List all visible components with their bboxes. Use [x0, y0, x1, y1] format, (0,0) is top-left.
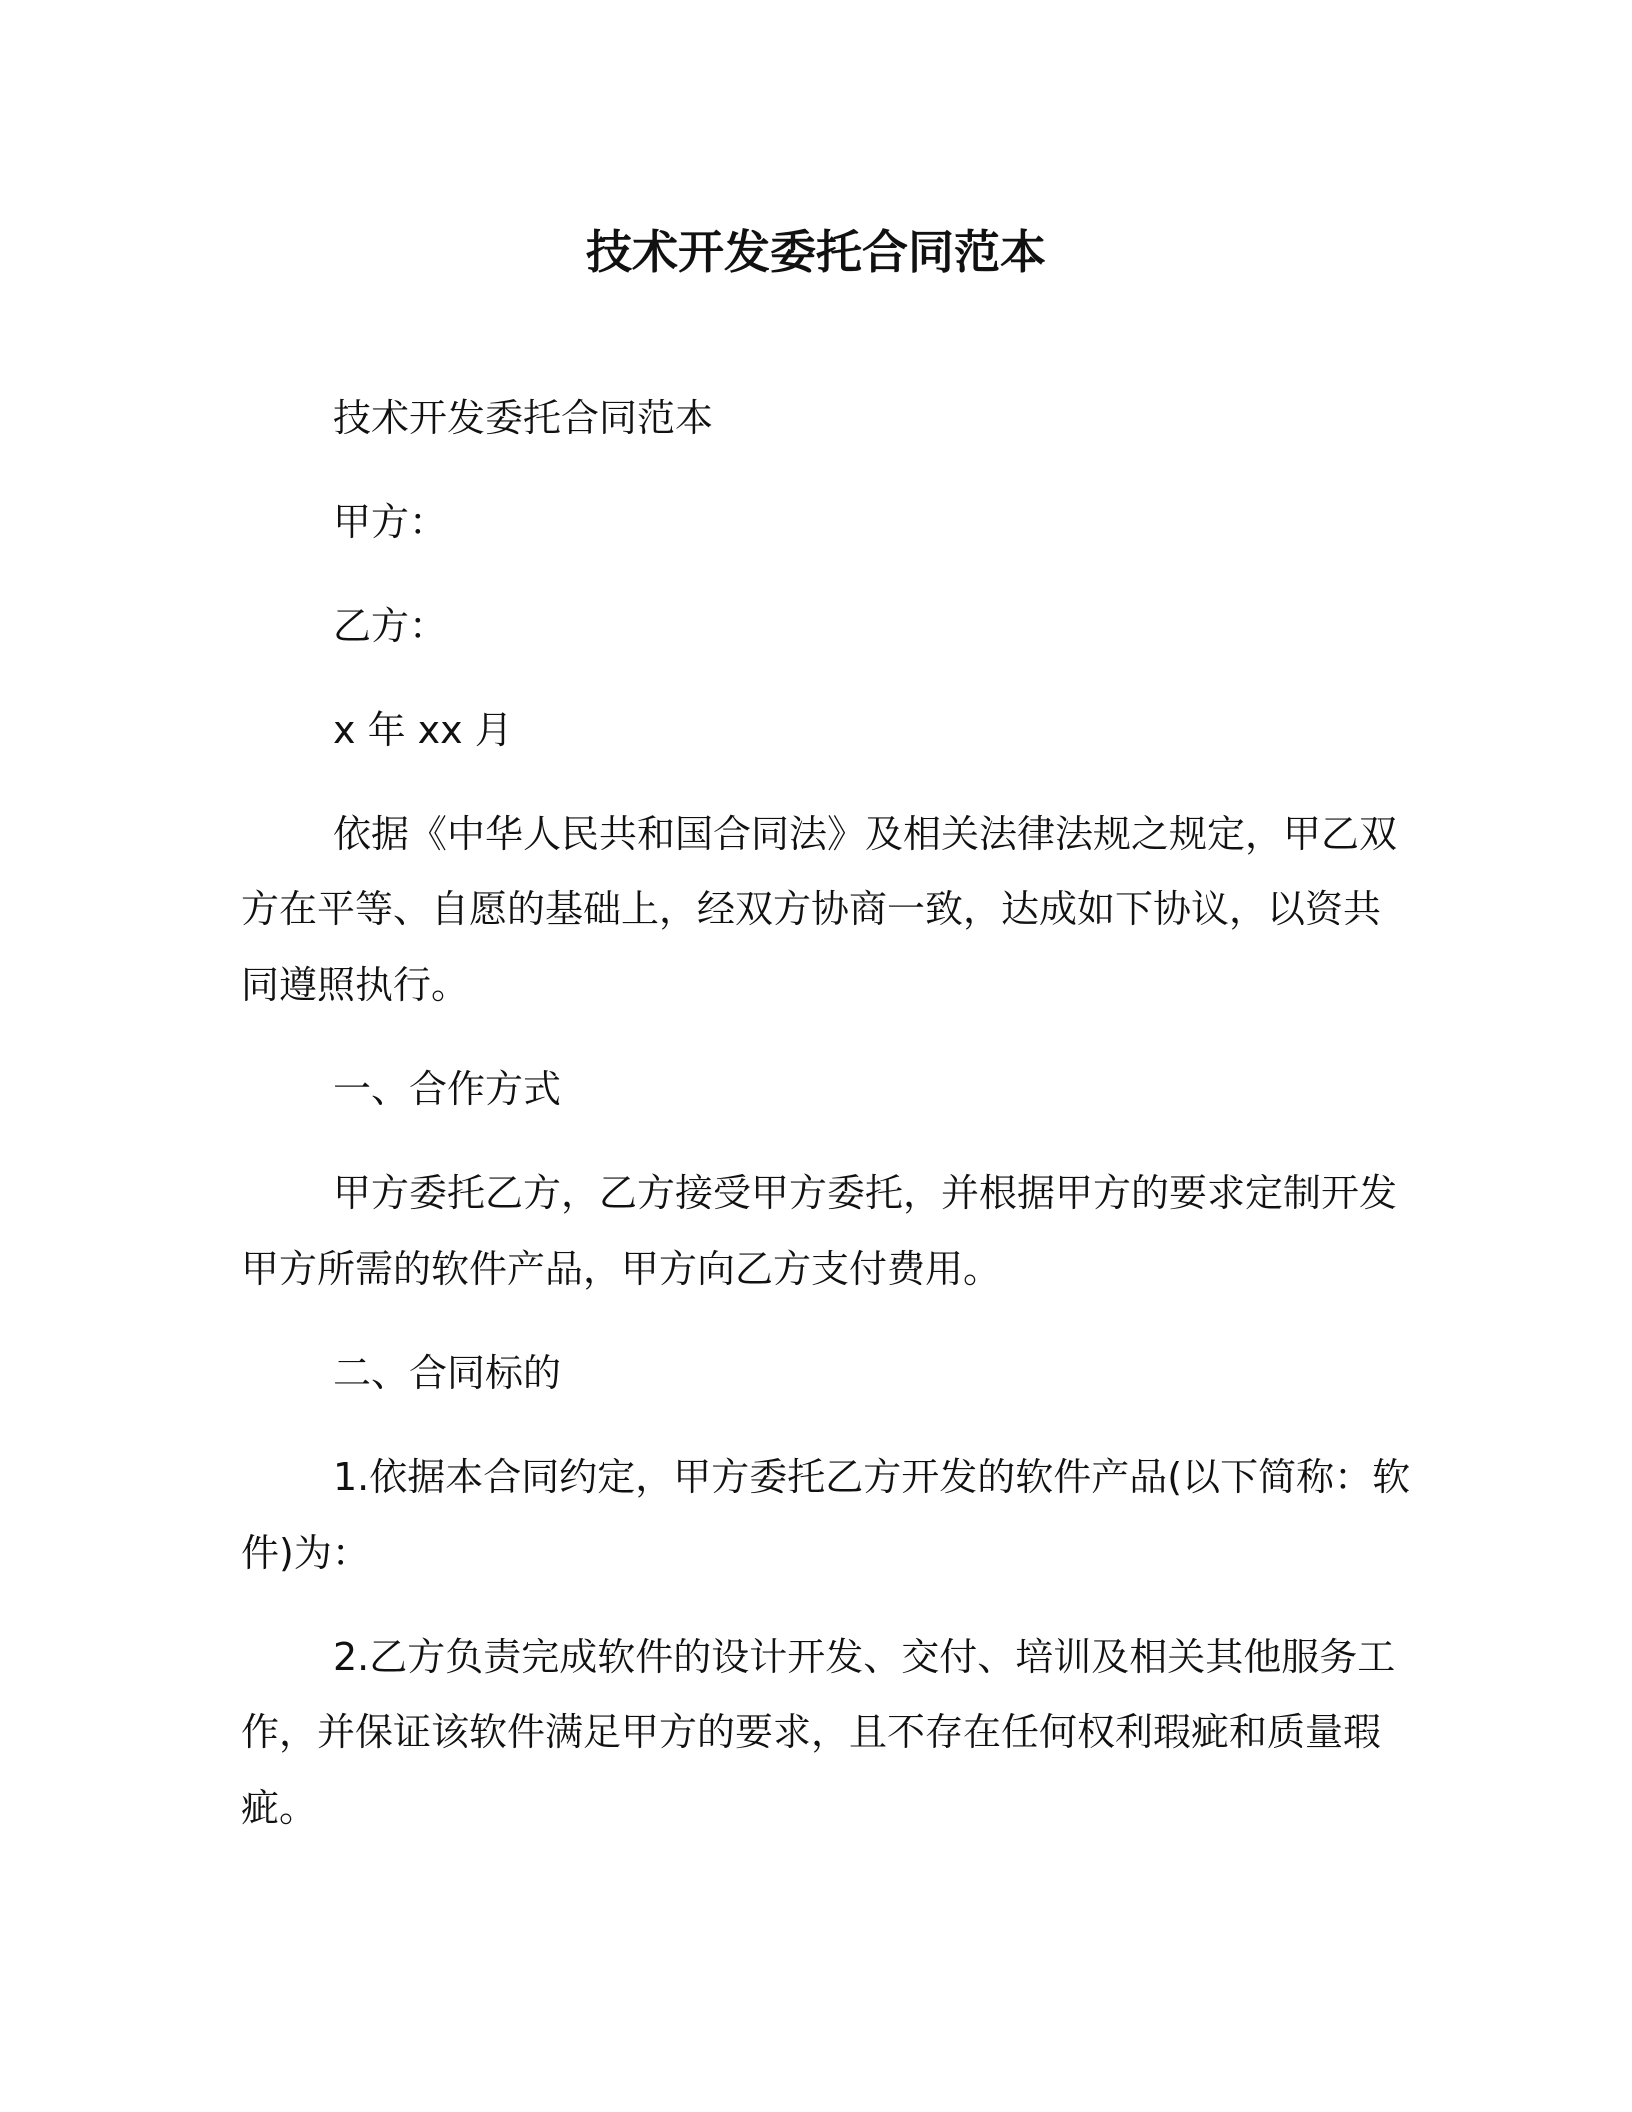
section-1-line-2: 甲方所需的软件产品，甲方向乙方支付费用。 [241, 1247, 1002, 1291]
section-2-item-1-line-1: 1.依据本合同约定，甲方委托乙方开发的软件产品(以下简称：软 [333, 1455, 1411, 1499]
party-b-label: 乙方： [333, 604, 448, 648]
section-1-line-1: 甲方委托乙方，乙方接受甲方委托，并根据甲方的要求定制开发 [333, 1171, 1398, 1215]
document-title: 技术开发委托合同范本 [586, 225, 1046, 279]
intro-line-2: 方在平等、自愿的基础上，经双方协商一致，达成如下协议，以资共 [241, 887, 1382, 931]
section-2-heading: 二、合同标的 [333, 1351, 562, 1395]
section-2-item-2-line-3: 疵。 [241, 1786, 318, 1830]
section-2-item-2-line-2: 作，并保证该软件满足甲方的要求，且不存在任何权利瑕疵和质量瑕 [241, 1710, 1382, 1754]
section-2-item-2-line-1: 2.乙方负责完成软件的设计开发、交付、培训及相关其他服务工 [333, 1635, 1396, 1679]
section-1-heading: 一、合作方式 [333, 1067, 562, 1111]
contract-date: x 年 xx 月 [333, 708, 513, 752]
intro-line-3: 同遵照执行。 [241, 963, 470, 1007]
intro-line-1: 依据《中华人民共和国合同法》及相关法律法规之规定，甲乙双 [333, 812, 1398, 856]
section-2-item-1-line-2: 件)为： [241, 1531, 370, 1575]
document-subtitle: 技术开发委托合同范本 [333, 396, 714, 440]
party-a-label: 甲方： [333, 500, 448, 544]
